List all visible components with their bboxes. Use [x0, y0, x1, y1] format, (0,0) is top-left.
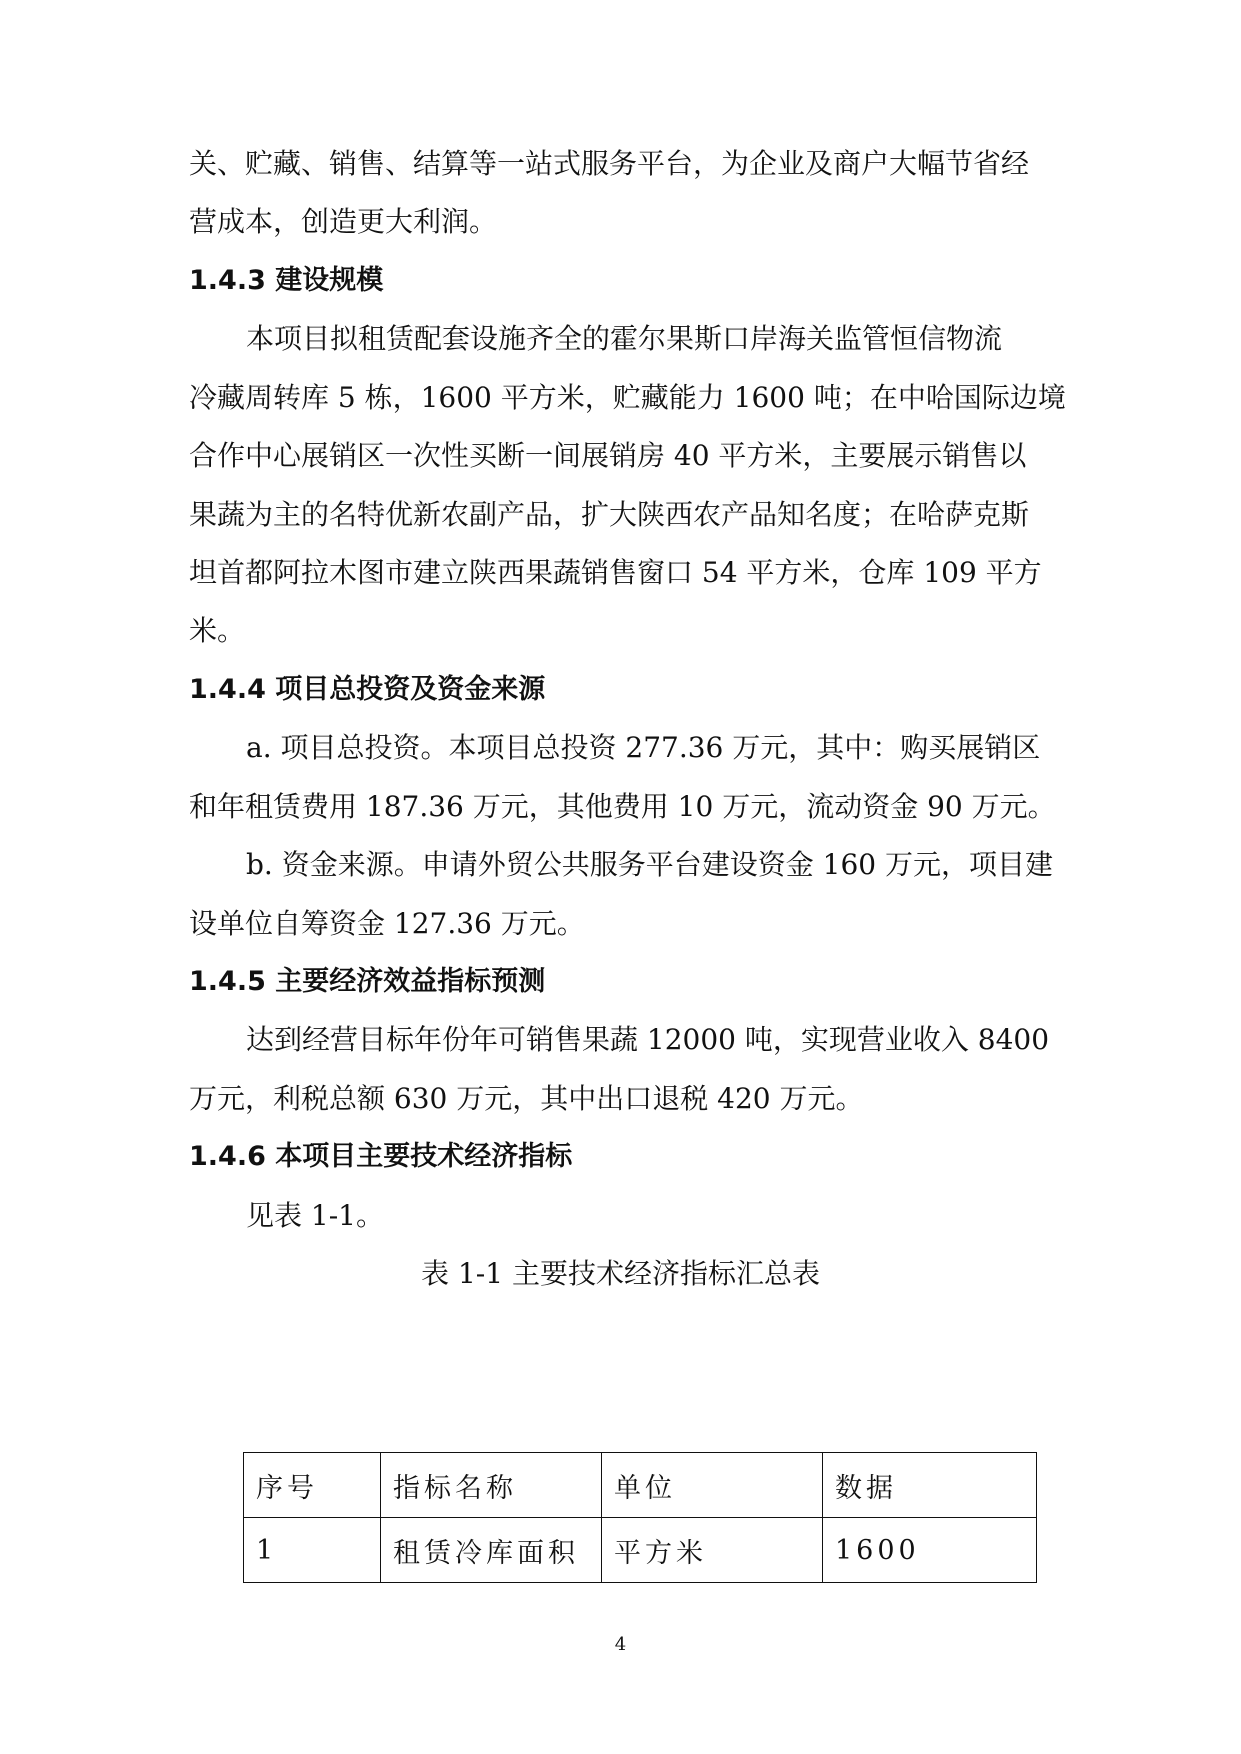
paragraph-line: 合作中心展销区一次性买断一间展销房 40 平方米，主要展示销售以 — [189, 439, 1027, 472]
table-header-cell: 数据 — [823, 1453, 1037, 1518]
section-heading-1-4-3: 1.4.3 建设规模 — [189, 265, 384, 296]
paragraph-line: 坦首都阿拉木图市建立陕西果蔬销售窗口 54 平方米，仓库 109 平方 — [189, 556, 1042, 589]
paragraph-line: 关、贮藏、销售、结算等一站式服务平台，为企业及商户大幅节省经 — [189, 147, 1030, 180]
table-cell: 1 — [244, 1518, 381, 1583]
paragraph-line: a. 项目总投资。本项目总投资 277.36 万元，其中：购买展销区 — [246, 731, 1041, 764]
paragraph-line: 本项目拟租赁配套设施齐全的霍尔果斯口岸海关监管恒信物流 — [246, 322, 1003, 355]
table-row — [244, 1518, 1037, 1583]
paragraph-line: 米。 — [189, 614, 246, 647]
paragraph-line: 设单位自筹资金 127.36 万元。 — [189, 907, 585, 940]
paragraph-line: 和年租赁费用 187.36 万元，其他费用 10 万元，流动资金 90 万元。 — [189, 790, 1056, 823]
table-cell: 1600 — [823, 1518, 1037, 1583]
paragraph-line: 达到经营目标年份年可销售果蔬 12000 吨，实现营业收入 8400 — [246, 1023, 1050, 1056]
table-cell: 平方米 — [602, 1518, 823, 1583]
table-header-cell: 单位 — [602, 1453, 823, 1518]
section-heading-1-4-4: 1.4.4 项目总投资及资金来源 — [189, 674, 546, 705]
section-heading-1-4-6: 1.4.6 本项目主要技术经济指标 — [189, 1141, 573, 1172]
table-header-row — [244, 1453, 1037, 1518]
paragraph-line: 见表 1-1。 — [246, 1199, 384, 1232]
table-header-cell: 指标名称 — [381, 1453, 602, 1518]
page-number: 4 — [614, 1634, 627, 1655]
section-heading-1-4-5: 1.4.5 主要经济效益指标预测 — [189, 966, 546, 997]
paragraph-line: 万元，利税总额 630 万元，其中出口退税 420 万元。 — [189, 1082, 864, 1115]
table-cell: 租赁冷库面积 — [381, 1518, 602, 1583]
paragraph-line: 营成本，创造更大利润。 — [189, 205, 498, 238]
paragraph-line: b. 资金来源。申请外贸公共服务平台建设资金 160 万元，项目建 — [246, 848, 1053, 881]
indicators-table — [243, 1452, 1037, 1583]
paragraph-line: 果蔬为主的名特优新农副产品，扩大陕西农产品知名度；在哈萨克斯 — [189, 498, 1030, 531]
table-header-cell: 序号 — [244, 1453, 381, 1518]
paragraph-line: 冷藏周转库 5 栋，1600 平方米，贮藏能力 1600 吨；在中哈国际边境 — [189, 381, 1066, 414]
table-caption: 表 1-1 主要技术经济指标汇总表 — [421, 1257, 820, 1290]
